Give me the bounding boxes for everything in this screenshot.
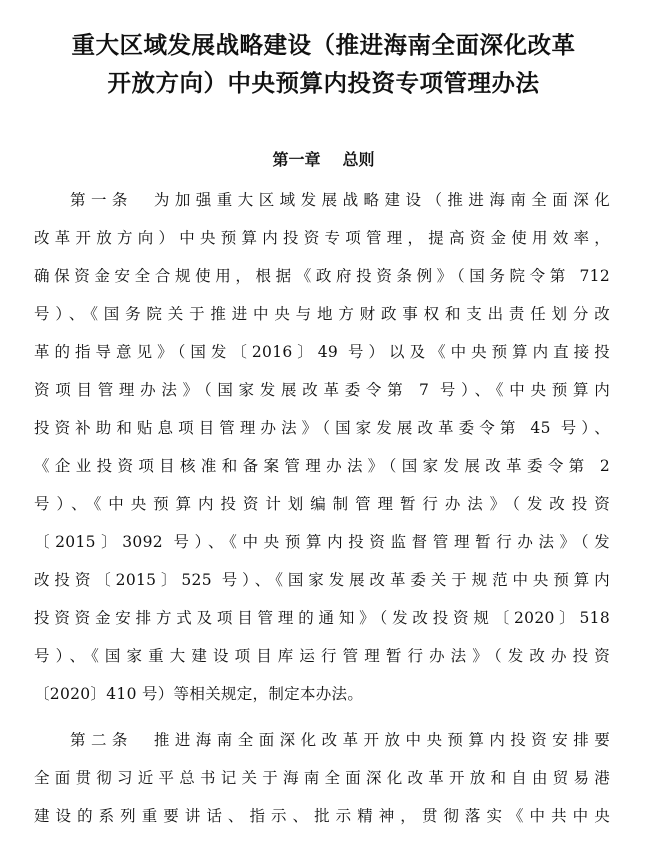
article-1-line: 号）、《国务院关于推进中央与地方财政事权和支出责任划分改 <box>34 305 610 323</box>
article-2-line: 第二条 推进海南全面深化改革开放中央预算内投资安排要 <box>70 731 610 749</box>
chapter-number: 第一章 <box>272 150 321 169</box>
article-1-line: 确保资金安全合规使用，根据《政府投资条例》（国务院令第 712 <box>34 267 610 285</box>
document-title-line-2: 开放方向）中央预算内投资专项管理办法 <box>107 69 540 97</box>
chapter-heading <box>0 148 647 172</box>
article-1-line: 投资资金安排方式及项目管理的通知》（发改投资规〔2020〕518 <box>34 609 610 627</box>
article-1-line: 〔2015〕3092 号）、《中央预算内投资监督管理暂行办法》（发 <box>34 533 610 551</box>
article-2-line: 全面贯彻习近平总书记关于海南全面深化改革开放和自由贸易港 <box>34 769 610 787</box>
article-1-line: 投资补助和贴息项目管理办法》（国家发展改革委令第 45 号）、 <box>34 419 610 437</box>
article-1-line: 号）、《中央预算内投资计划编制管理暂行办法》（发改投资 <box>34 495 610 513</box>
article-1-line: 号）、《国家重大建设项目库运行管理暂行办法》（发改办投资 <box>34 647 610 665</box>
chapter-name: 总则 <box>342 150 375 169</box>
article-1-line: 第一条 为加强重大区域发展战略建设（推进海南全面深化 <box>70 191 610 209</box>
article-1-line: 资项目管理办法》（国家发展改革委令第 7 号）、《中央预算内 <box>34 381 610 399</box>
article-1-line: 《企业投资项目核准和备案管理办法》（国家发展改革委令第 2 <box>34 457 610 475</box>
article-1-line: 〔2020〕410 号）等相关规定，制定本办法。 <box>34 685 364 703</box>
document-title-line-1: 重大区域发展战略建设（推进海南全面深化改革 <box>71 31 576 59</box>
article-2-line: 建设的系列重要讲话、指示、批示精神，贯彻落实《中共中央 <box>34 807 610 825</box>
article-1-line: 改革开放方向）中央预算内投资专项管理，提高资金使用效率， <box>34 229 610 247</box>
article-1-line: 改投资〔2015〕525 号）、《国家发展改革委关于规范中央预算内 <box>34 571 610 589</box>
article-1-line: 革的指导意见》（国发〔2016〕49 号）以及《中央预算内直接投 <box>34 343 610 361</box>
